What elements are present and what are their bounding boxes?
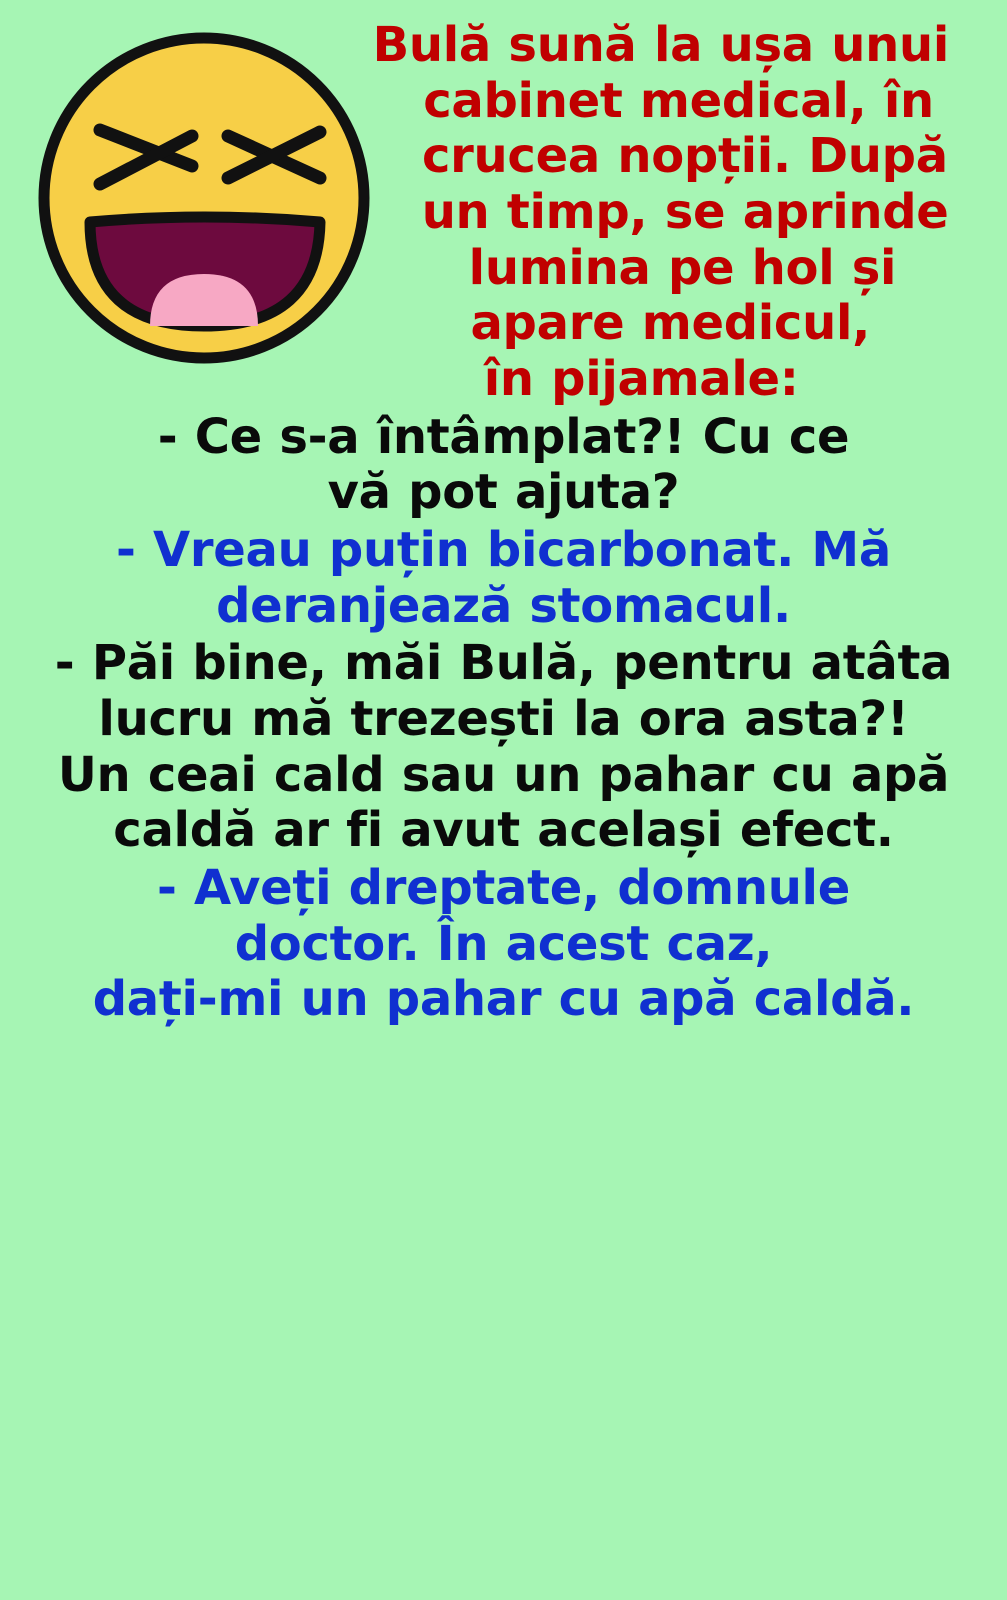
laughing-squinting-face-icon	[32, 26, 377, 371]
narration-line: un timp, se aprinde	[421, 184, 949, 241]
narration-line: crucea nopții. După	[422, 128, 948, 185]
dialogue-line: deranjează stomacul.	[216, 577, 791, 634]
dialogue-line: lucru mă trezești la ora asta?!	[98, 691, 909, 748]
dialogue-line: caldă ar fi avut același efect.	[113, 802, 894, 859]
dialogue-line-bula-1	[26, 523, 981, 634]
dialogue-line: - Păi bine, măi Bulă, pentru atâta	[54, 635, 953, 692]
dialogue-line: doctor. În acest caz,	[234, 915, 773, 972]
dialogue-line: - Ce s-a întâmplat?! Cu ce	[157, 408, 850, 465]
dialogue-line: Un ceai cald sau un pahar cu apă	[57, 746, 950, 803]
narration-line: cabinet medical, în	[423, 72, 934, 129]
dialogue-line-doctor-2	[26, 636, 981, 859]
dialogue-line: vă pot ajuta?	[327, 464, 680, 521]
narration-line: lumina pe hol și apare medicul,	[468, 239, 897, 352]
dialogue-line-bula-2	[26, 861, 981, 1028]
narration-line: Bulă sună la ușa unui	[372, 17, 950, 73]
dialogue-line: - Vreau puțin bicarbonat. Mă	[116, 522, 891, 579]
narration-line: în pijamale:	[483, 351, 799, 408]
laughing-face-emoji	[32, 26, 377, 376]
dialogue-line: dați-mi un pahar cu apă caldă.	[92, 971, 915, 1028]
dialogue-line: - Aveți dreptate, domnule	[157, 860, 850, 917]
dialogue-line-doctor-1	[26, 410, 981, 521]
